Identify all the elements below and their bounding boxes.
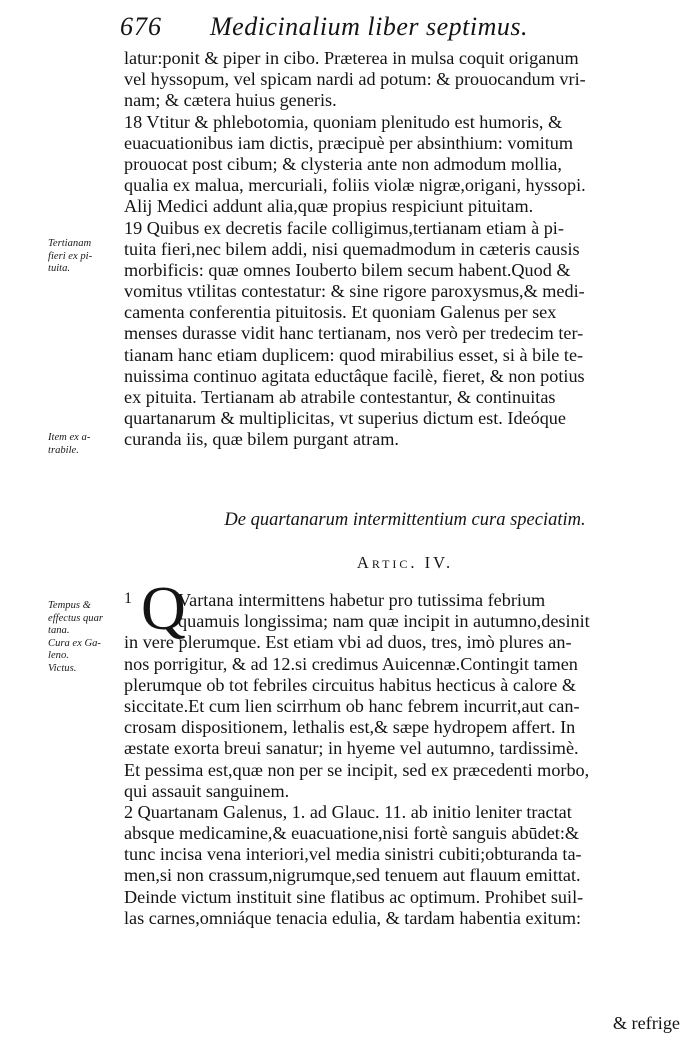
margin-note-line: Victus. <box>48 662 77 674</box>
text-line: tunc incisa vena interiori,vel media sinistri cubiti;obturanda ta- <box>124 844 582 865</box>
text-line: morbificis: quæ omnes Iouberto bilem secum habent.Quod & <box>124 259 571 280</box>
text-line: in vere plerumque. Est etiam vbi ad duos, tres, imò plures an- <box>124 632 572 653</box>
text-line: Vartana intermittens habetur pro tutissima febrium <box>178 590 546 610</box>
text-line: vel hyssopum, vel spicam nardi ad potum: & prouocandum vri- <box>124 69 586 90</box>
text-line: qui assauit sanguinem. <box>124 780 290 801</box>
article-heading: Artic. IV. <box>356 553 454 572</box>
text-block-2 <box>124 590 686 929</box>
text-line: qualia ex malua, mercuriali, foliis violæ nigræ,origani, hyssopi. <box>124 175 586 196</box>
section-heading: De quartanarum intermittentium cura speciatim. <box>224 510 586 530</box>
drop-cap: Q <box>141 575 186 643</box>
margin-note-item <box>48 432 124 457</box>
text-line: prouocat post cibum; & clysteria ante non admodum mollia, <box>124 153 562 174</box>
running-title: Medicinalium liber septimus. <box>210 12 529 41</box>
text-line: 2 Quartanam Galenus, 1. ad Glauc. 11. ab initio leniter tractat <box>124 801 572 822</box>
margin-note-tempus <box>48 600 124 675</box>
text-line: Deinde victum instituit sine flatibus ac optimum. Prohibet suil- <box>124 886 584 907</box>
text-line: menses durasse vidit hanc tertianam, nos verò per tredecim ter- <box>124 323 584 344</box>
margin-note-line: tana. <box>48 625 70 636</box>
text-line: absque medicamine,& euacuatione,nisi fortè sanguis abūdet:& <box>124 823 580 844</box>
catchword: & refrige <box>612 1013 680 1033</box>
margin-note-line: Tertianam <box>48 238 92 249</box>
text-line: curanda iis, quæ bilem purgant atram. <box>124 429 399 450</box>
text-line: tianam hanc etiam duplicem: quod mirabilius esset, si à bile te- <box>124 344 584 365</box>
margin-note-line: fieri ex pi- <box>48 250 93 262</box>
text-line: camenta conferentia pituitosis. Et quoniam Galenus per sex <box>124 302 557 323</box>
margin-note-line: effectus quar <box>48 612 104 624</box>
text-line: vomitus vtilitas contestatur: & sine rigore paroxysmus,& medi- <box>124 281 585 302</box>
margin-note-tertianam <box>48 238 124 276</box>
text-line: latur:ponit & piper in cibo. Præterea in mulsa coquit origanum <box>124 48 579 68</box>
margin-note-line: tuita. <box>48 263 71 274</box>
text-line: las carnes,omniáque tenacia edulia, & tardam habentia exitum: <box>124 907 582 928</box>
margin-note-line: Item ex a- <box>48 432 91 443</box>
text-line: quamuis longissima; nam quæ incipit in autumno,desinit <box>178 611 590 632</box>
page-header <box>120 12 680 50</box>
text-line: nuissima continuo agitata eductâque facilè, fieret, & non potius <box>124 365 585 386</box>
text-line: men,si non crassum,nigrumque,sed tenuem aut flauum emittat. <box>124 865 581 886</box>
text-line: tuita fieri,nec bilem addi, nisi quemadmodum in cæteris causis <box>124 238 580 259</box>
text-line: 18 Vtitur & phlebotomia, quoniam plenitudo est humoris, & <box>124 111 563 132</box>
text-line: quartanarum & multiplicitas, vt superius dictum est. Ideóque <box>124 408 566 429</box>
paragraph-number: 1 <box>124 590 132 607</box>
text-line: euacuationibus iam dictis, præcipuè per absinthium: vomitum <box>124 132 574 153</box>
text-line: nos porrigitur, & ad 12.si credimus Auicennæ.Contingit tamen <box>124 653 578 674</box>
text-line: ex pituita. Tertianam ab atrabile contestantur, & continuitas <box>124 387 556 407</box>
text-line: Alij Medici addunt alia,quæ propius respiciunt pituitam. <box>124 196 534 217</box>
text-line: æstate exorta breui sanatur; in hyeme vel autumno, tardissimè. <box>124 738 579 759</box>
text-line: plerumque ob tot febriles circuitus habitus hecticus à calore & <box>124 674 577 695</box>
margin-note-line: Tempus & <box>48 600 91 611</box>
margin-note-line: Cura ex Ga- <box>48 637 101 649</box>
margin-note-line: trabile. <box>48 444 79 456</box>
text-line: nam; & cætera huius generis. <box>124 90 337 111</box>
text-line: 19 Quibus ex decretis facile colligimus,tertianam etiam à pi- <box>124 217 564 238</box>
text-line: Et pessima est,quæ non per se incipit, sed ex præcedenti morbo, <box>124 759 590 780</box>
text-line: crosam dispositionem, lethalis est,& sæpe hydropem affert. In <box>124 717 576 738</box>
text-block-1 <box>124 48 686 451</box>
text-line: siccitate.Et cum lien scirrhum ob hanc febrem incurrit,aut can- <box>124 695 580 716</box>
page-number: 676 <box>120 12 162 41</box>
margin-note-line: leno. <box>48 650 69 661</box>
